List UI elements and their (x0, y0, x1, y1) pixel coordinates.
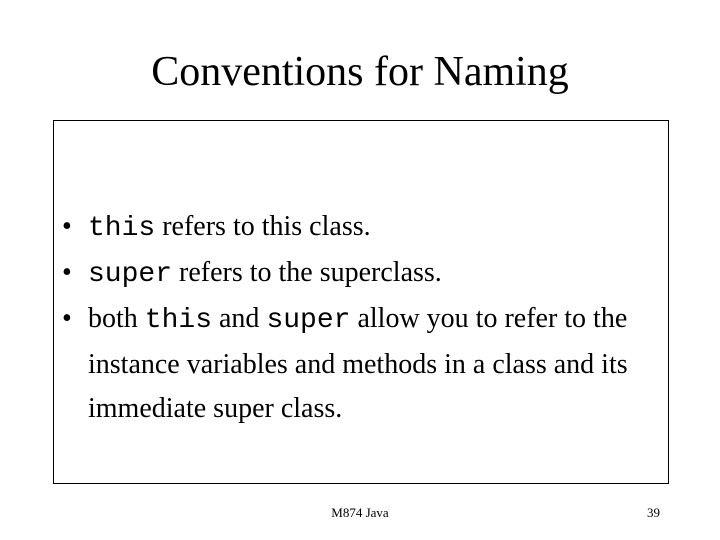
slide-title: Conventions for Naming (151, 49, 569, 95)
code-keyword-this: this (88, 213, 156, 244)
bullet-marker: • (62, 211, 72, 242)
bullet-text: and (212, 303, 267, 334)
bullet-item-both (62, 297, 672, 431)
footer-course-label: M874 Java (331, 505, 389, 520)
code-keyword-super: super (266, 305, 351, 336)
bullet-text: refers to the superclass. (172, 257, 442, 288)
bullet-text: both (88, 303, 145, 334)
bullet-item-super (62, 251, 672, 297)
bullet-item-this (62, 205, 672, 251)
bullet-text: allow you to refer to the instance variables and methods in a class and its immediate super class. (88, 303, 628, 424)
bullet-text: refers to this class. (155, 211, 371, 242)
page-number: 39 (647, 505, 660, 520)
code-keyword-this: this (144, 305, 212, 336)
bullet-list (62, 205, 672, 431)
code-keyword-super: super (88, 259, 173, 290)
bullet-marker: • (62, 257, 72, 288)
bullet-marker: • (62, 303, 72, 334)
